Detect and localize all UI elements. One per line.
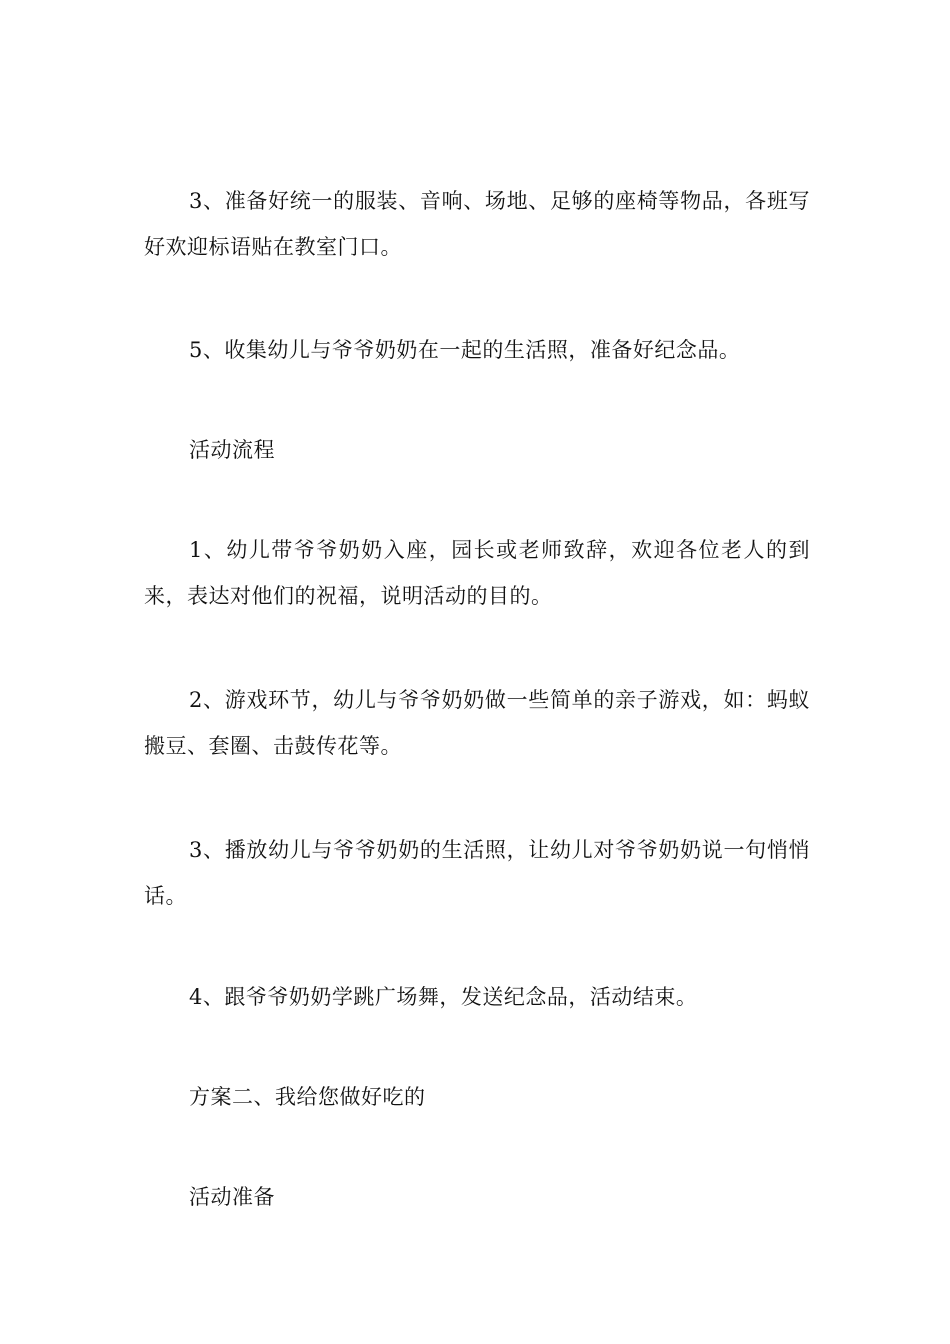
paragraph-preparation-3: 3、准备好统一的服装、音响、场地、足够的座椅等物品，各班写好欢迎标语贴在教室门口。 bbox=[144, 189, 810, 259]
paragraph-process-4: 4、跟爷爷奶奶学跳广场舞，发送纪念品，活动结束。 bbox=[189, 985, 698, 1009]
heading-activity-preparation: 活动准备 bbox=[189, 1185, 275, 1209]
paragraph-process-2: 2、游戏环节，幼儿与爷爷奶奶做一些简单的亲子游戏，如：蚂蚁搬豆、套圈、击鼓传花等。 bbox=[144, 688, 810, 758]
paragraph-preparation-5: 5、收集幼儿与爷爷奶奶在一起的生活照，准备好纪念品。 bbox=[189, 338, 741, 362]
heading-plan-two: 方案二、我给您做好吃的 bbox=[189, 1085, 426, 1109]
paragraph-process-3: 3、播放幼儿与爷爷奶奶的生活照，让幼儿对爷爷奶奶说一句悄悄话。 bbox=[144, 838, 810, 908]
paragraph-process-1: 1、幼儿带爷爷奶奶入座，园长或老师致辞，欢迎各位老人的到来，表达对他们的祝福，说明活动的目的。 bbox=[144, 538, 810, 608]
heading-activity-process: 活动流程 bbox=[189, 438, 275, 462]
